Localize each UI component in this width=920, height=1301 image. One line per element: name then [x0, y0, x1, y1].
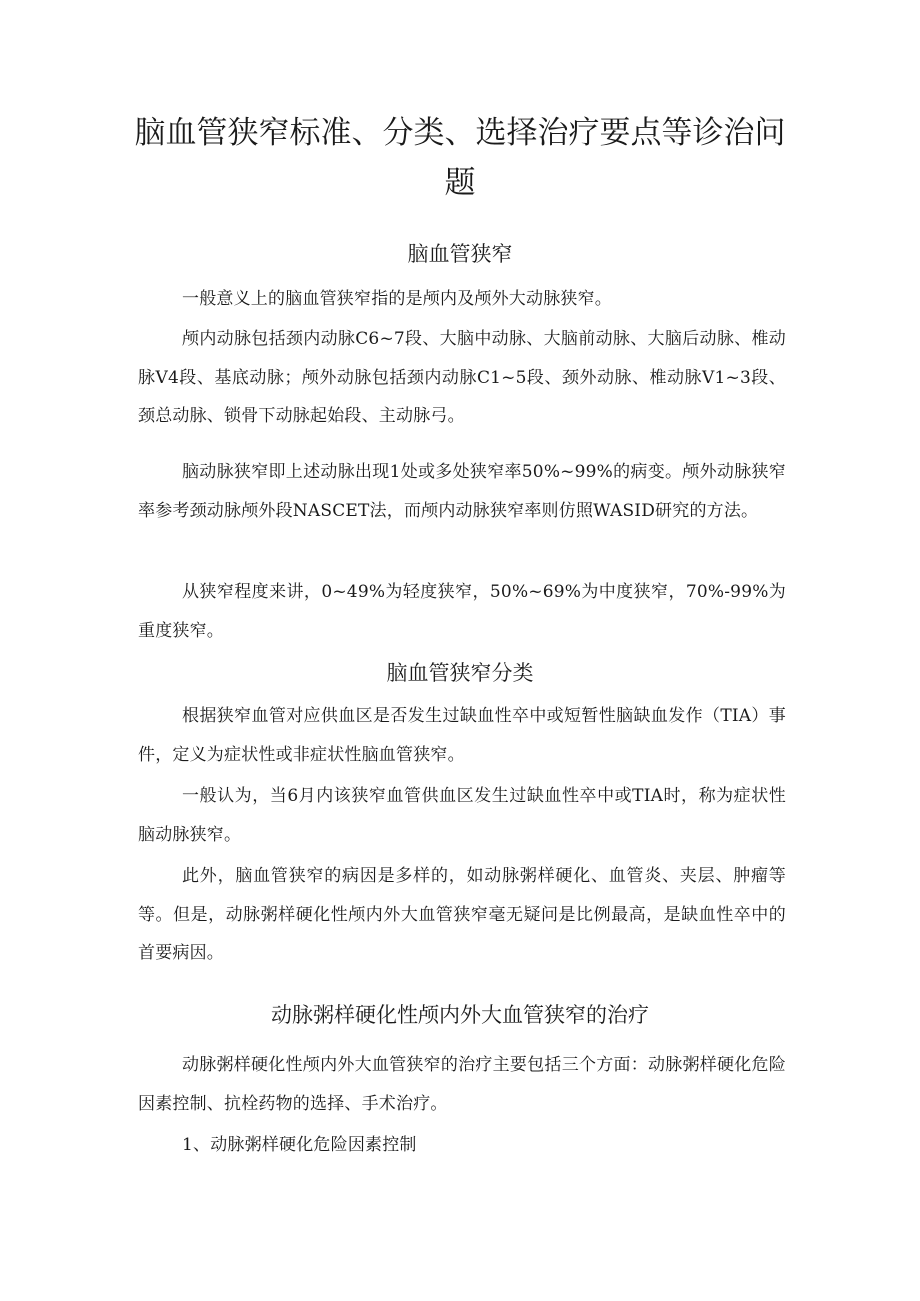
paragraph: 一般意义上的脑血管狭窄指的是颅内及颅外大动脉狭窄。 — [182, 289, 612, 309]
paragraph: 脑动脉狭窄即上述动脉出现1处或多处狭窄率50%~99%的病变。颅外动脉狭窄率参考颈动脉颅外段NASCET法，而颅内动脉狭窄率则仿照WASID研究的方法。 — [138, 462, 786, 521]
section-heading-treatment: 动脉粥样硬化性颅内外大血管狭窄的治疗 — [271, 1003, 649, 1027]
section-heading-classification: 脑血管狭窄分类 — [386, 661, 534, 685]
paragraph: 一般认为，当6月内该狭窄血管供血区发生过缺血性卒中或TIA时，称为症状性脑动脉狭窄。 — [138, 786, 786, 845]
document-title: 脑血管狭窄标准、分类、选择治疗要点等诊治问题 — [134, 115, 786, 201]
paragraph: 根据狭窄血管对应供血区是否发生过缺血性卒中或短暂性脑缺血发作（TIA）事件，定义为症状性或非症状性脑血管狭窄。 — [138, 706, 786, 765]
section-heading-stenosis: 脑血管狭窄 — [407, 242, 513, 266]
paragraph: 从狭窄程度来讲，0~49%为轻度狭窄，50%~69%为中度狭窄，70%-99%为重度狭窄。 — [138, 582, 786, 641]
paragraph: 1、动脉粥样硬化危险因素控制 — [182, 1135, 417, 1155]
paragraph: 此外，脑血管狭窄的病因是多样的，如动脉粥样硬化、血管炎、夹层、肿瘤等等。但是，动脉粥样硬化性颅内外大血管狭窄毫无疑问是比例最高，是缺血性卒中的首要病因。 — [138, 866, 786, 963]
paragraph: 颅内动脉包括颈内动脉C6~7段、大脑中动脉、大脑前动脉、大脑后动脉、椎动脉V4段、基底动脉；颅外动脉包括颈内动脉C1~5段、颈外动脉、椎动脉V1~3段、颈总动脉、锁骨下动脉起始段、主动脉弓。 — [138, 329, 786, 426]
paragraph: 动脉粥样硬化性颅内外大血管狭窄的治疗主要包括三个方面：动脉粥样硬化危险因素控制、抗栓药物的选择、手术治疗。 — [138, 1055, 786, 1114]
